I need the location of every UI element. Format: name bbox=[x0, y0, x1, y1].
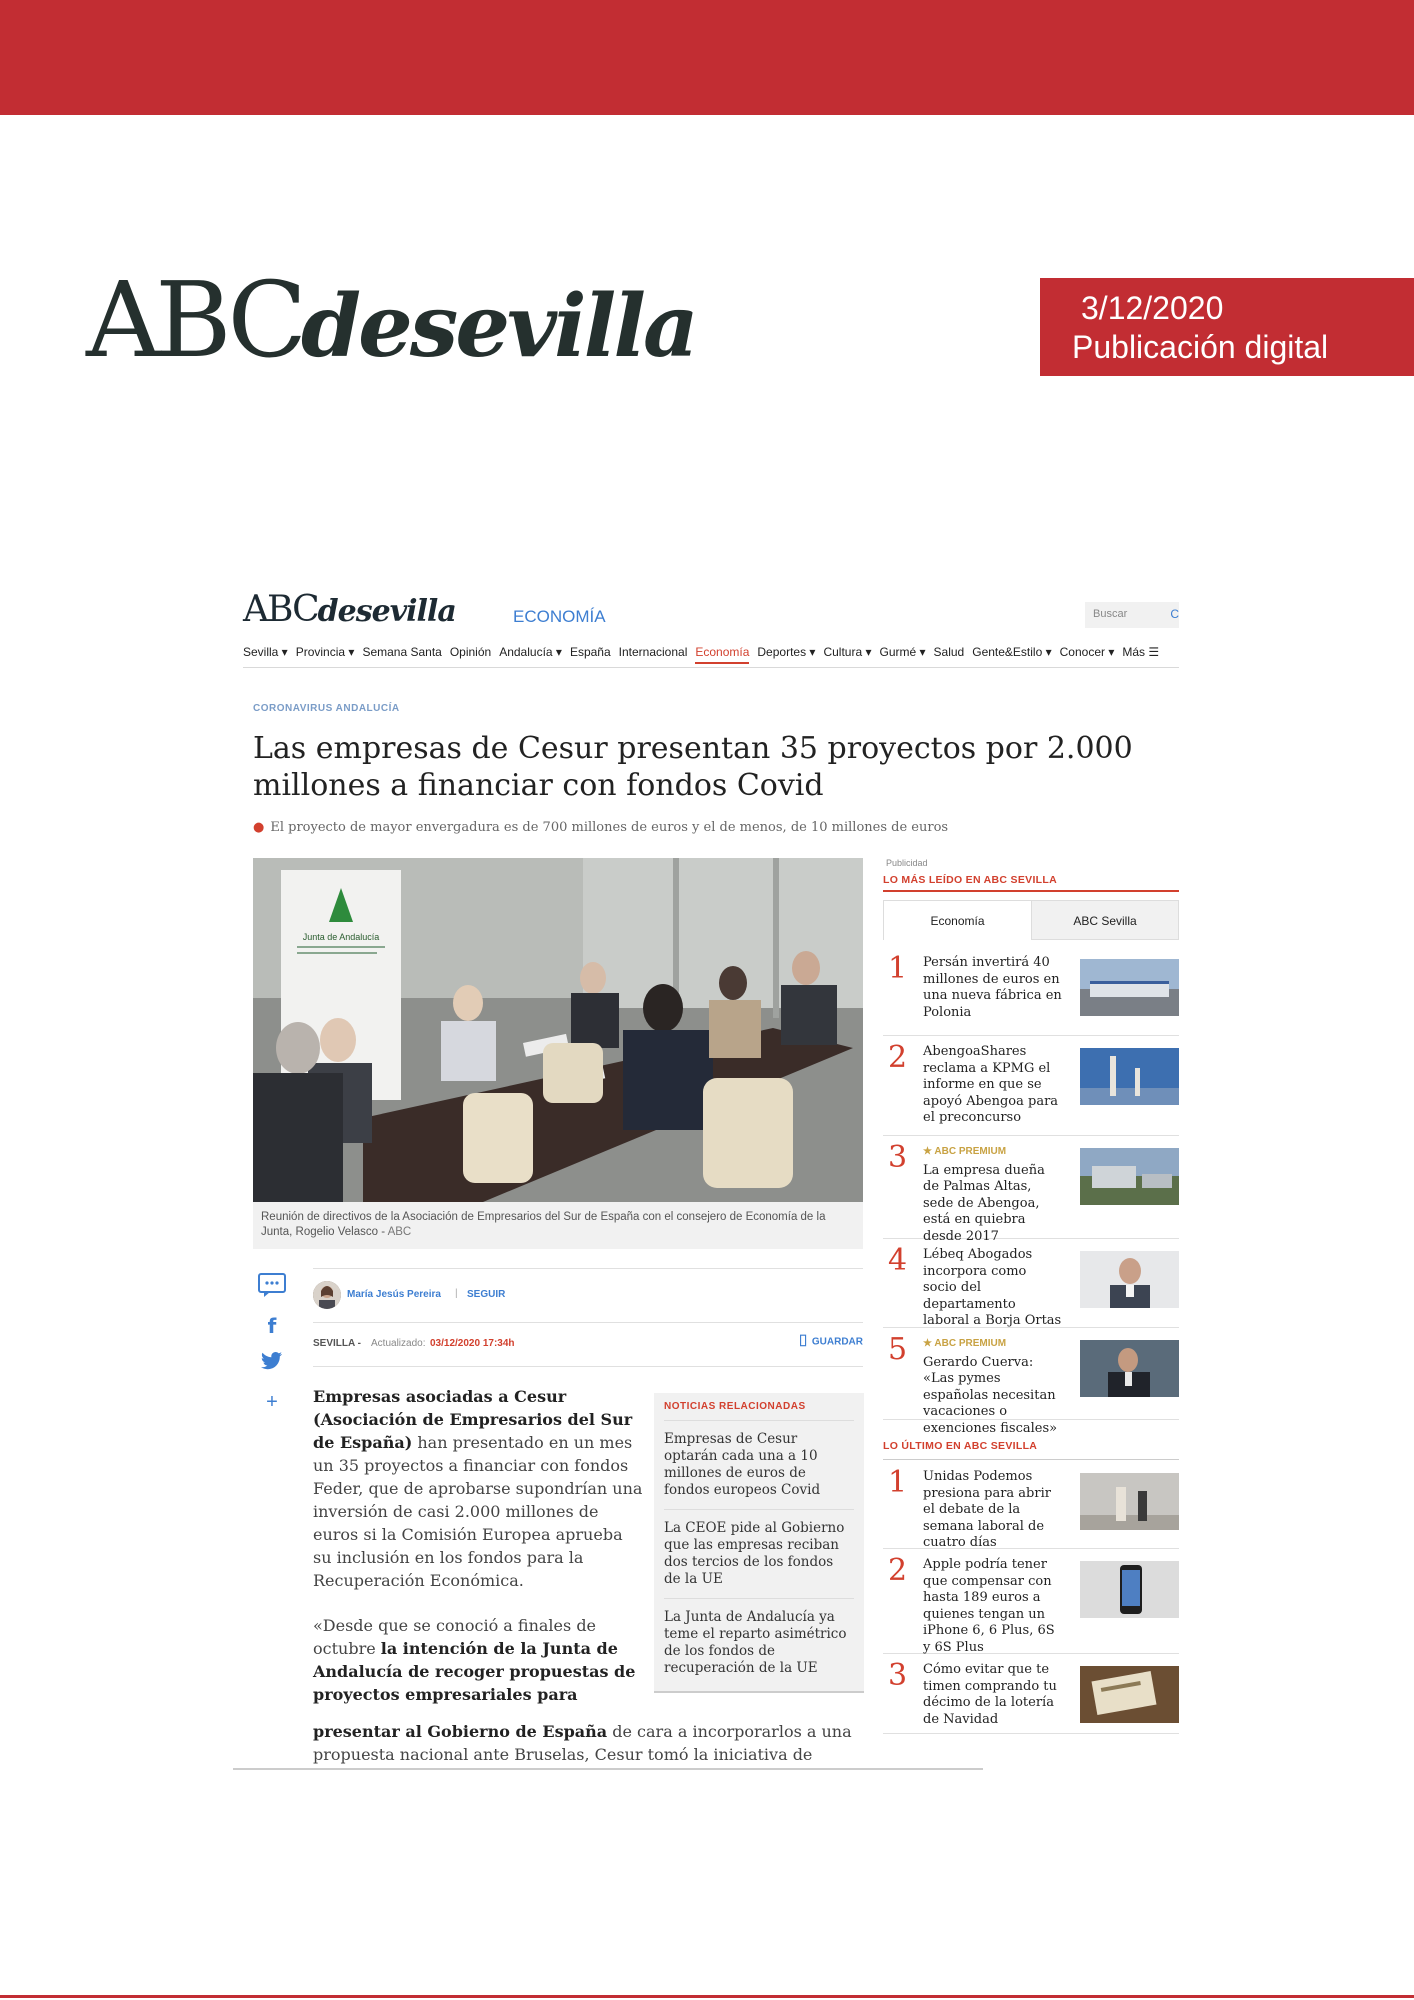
twitter-icon-svg bbox=[261, 1352, 283, 1370]
section-label[interactable]: ECONOMÍA bbox=[513, 607, 606, 626]
facebook-icon[interactable]: f bbox=[267, 1314, 277, 1338]
nav-item[interactable]: Conocer ▾ bbox=[1059, 645, 1115, 659]
list-item-text: Persán invertirá 40 millones de euros en una nueva fábrica en Polonia bbox=[923, 955, 1062, 1020]
publication-date: 3/12/2020 bbox=[1081, 290, 1224, 326]
nav-item[interactable]: Semana Santa bbox=[362, 645, 442, 659]
body-p1-rest: han presentado en un mes un 35 proyectos a financiar con fondos Feder, que de aprobarse supondrían una inversión de casi 2.000 millones de euros si la Comisión Europea aprueba su inclusión en los fondos para la Recuperación Económica. bbox=[313, 1433, 643, 1590]
list-item-title[interactable] bbox=[923, 1662, 1063, 1728]
rank-number: 2 bbox=[888, 1040, 908, 1075]
site-logo-desevilla: desevilla bbox=[317, 594, 456, 629]
meeting-photo-illustration bbox=[253, 858, 863, 1202]
tab-abc-sevilla[interactable]: ABC Sevilla bbox=[1031, 900, 1179, 940]
list-item-thumbnail[interactable] bbox=[1080, 1561, 1179, 1618]
list-item-text: Unidas Podemos presiona para abrir el debate de la semana laboral de cuatro días bbox=[923, 1469, 1051, 1550]
related-item[interactable]: La CEOE pide al Gobierno que las empresas reciban dos tercios de los fondos de la UE bbox=[664, 1510, 854, 1599]
nav-item[interactable]: Provincia ▾ bbox=[295, 645, 355, 659]
twitter-icon[interactable] bbox=[257, 1349, 287, 1379]
rank-number: 2 bbox=[888, 1553, 908, 1588]
article-subhead-text: El proyecto de mayor envergadura es de 700 millones de euros y el de menos, de 10 millones de euros bbox=[270, 820, 949, 835]
body-paragraph-3 bbox=[313, 1720, 873, 1766]
nav-item[interactable]: Gurmé ▾ bbox=[879, 645, 926, 659]
related-news bbox=[654, 1393, 864, 1693]
list-item-thumbnail[interactable] bbox=[1080, 1251, 1179, 1308]
brand-logo-abc: ABC bbox=[86, 259, 302, 381]
premium-badge: ★ ABC PREMIUM bbox=[923, 1146, 1007, 1157]
most-read-list bbox=[883, 947, 1179, 1436]
search-input[interactable] bbox=[1085, 602, 1179, 628]
publication-type: Publicación digital bbox=[1072, 329, 1329, 365]
author-name[interactable]: María Jesús Pereira bbox=[347, 1289, 441, 1300]
list-item-thumbnail[interactable] bbox=[1080, 1473, 1179, 1530]
list-item[interactable] bbox=[883, 1654, 1179, 1734]
latest-rule bbox=[883, 1459, 1179, 1460]
photo-caption-text: Reunión de directivos de la Asociación de Empresarios del Sur de España con el consejero de Economía de la Junta, Rogelio Velasco - bbox=[261, 1211, 826, 1238]
body-p2-start: «Desde que se conoció a finales de octubre bbox=[313, 1616, 597, 1658]
dateline-location: SEVILLA - bbox=[313, 1338, 361, 1349]
list-item-title[interactable] bbox=[923, 1557, 1063, 1656]
body-p3-rest: de cara a incorporarlos a una propuesta nacional ante Bruselas, Cesur tomó la iniciativa de bbox=[313, 1722, 852, 1764]
site-logo[interactable] bbox=[243, 589, 456, 630]
list-item-thumbnail[interactable] bbox=[1080, 959, 1179, 1016]
list-item[interactable] bbox=[883, 1461, 1179, 1549]
ad-label: Publicidad bbox=[886, 858, 928, 868]
list-item-title[interactable] bbox=[923, 955, 1063, 1021]
nav-item[interactable]: Gente&Estilo ▾ bbox=[972, 645, 1052, 659]
list-item-thumbnail[interactable] bbox=[1080, 1340, 1179, 1397]
brand-logo bbox=[86, 259, 696, 381]
rank-number: 1 bbox=[888, 951, 908, 986]
main-nav bbox=[243, 642, 1179, 668]
nav-item[interactable]: Salud bbox=[933, 645, 965, 659]
author-avatar[interactable] bbox=[313, 1281, 341, 1309]
most-read-rule bbox=[883, 890, 1179, 892]
save-label: GUARDAR bbox=[811, 1336, 863, 1348]
save-button[interactable] bbox=[798, 1332, 863, 1353]
list-item-text: AbengoaShares reclama a KPMG el informe en que se apoyó Abengoa para el preconcurso bbox=[923, 1044, 1059, 1125]
list-item[interactable] bbox=[883, 947, 1179, 1036]
rank-number: 3 bbox=[888, 1658, 908, 1693]
most-read-tabs bbox=[883, 900, 1179, 940]
comments-icon[interactable] bbox=[257, 1273, 287, 1303]
bookmark-icon: ⌷ bbox=[798, 1333, 808, 1350]
dateline bbox=[313, 1323, 863, 1367]
list-item[interactable] bbox=[883, 1239, 1179, 1328]
list-item-thumbnail[interactable] bbox=[1080, 1148, 1179, 1205]
article-kicker[interactable]: CORONAVIRUS ANDALUCÍA bbox=[253, 703, 400, 714]
body-p2-bold: la intención de la Junta de Andalucía de recoger propuestas de proyectos empresariales para bbox=[313, 1639, 636, 1704]
rank-number: 5 bbox=[888, 1332, 908, 1367]
list-item[interactable] bbox=[883, 1036, 1179, 1136]
byline bbox=[313, 1268, 863, 1323]
body-p1-bold: Empresas asociadas a Cesur (Asociación de Empresarios del Sur de España) bbox=[313, 1387, 633, 1452]
list-item-thumbnail[interactable] bbox=[1080, 1666, 1179, 1723]
photo-caption bbox=[253, 1202, 863, 1249]
share-tools bbox=[257, 1273, 293, 1425]
most-read-heading: LO MÁS LEÍDO EN ABC SEVILLA bbox=[883, 874, 1057, 886]
list-item-title[interactable] bbox=[923, 1144, 1063, 1245]
search-icon[interactable]: C bbox=[1170, 607, 1179, 621]
brand-logo-desevilla: desevilla bbox=[301, 276, 696, 377]
body-paragraph-1 bbox=[313, 1385, 643, 1592]
nav-item[interactable]: Opinión bbox=[449, 645, 492, 659]
list-item-text: Lébeq Abogados incorpora como socio del departamento laboral a Borja Ortas bbox=[923, 1247, 1062, 1328]
byline-separator: | bbox=[455, 1288, 458, 1299]
screenshot-bottom-line bbox=[233, 1768, 983, 1770]
nav-item[interactable]: Economía bbox=[695, 642, 749, 664]
nav-item[interactable]: Deportes ▾ bbox=[757, 645, 816, 659]
article-subhead bbox=[253, 820, 948, 835]
follow-button[interactable]: SEGUIR bbox=[467, 1289, 506, 1300]
article-screenshot bbox=[233, 585, 1179, 1771]
list-item[interactable] bbox=[883, 1549, 1179, 1654]
list-item-text: La empresa dueña de Palmas Altas, sede de Abengoa, está en quiebra desde 2017 bbox=[923, 1162, 1045, 1244]
list-item[interactable] bbox=[883, 1328, 1179, 1436]
nav-item[interactable]: Andalucía ▾ bbox=[499, 645, 562, 659]
list-item-text: Cómo evitar que te timen comprando tu décimo de la lotería de Navidad bbox=[923, 1662, 1057, 1727]
premium-badge: ★ ABC PREMIUM bbox=[923, 1338, 1007, 1349]
comments-icon-svg bbox=[258, 1273, 286, 1297]
rank-number: 4 bbox=[888, 1243, 908, 1278]
nav-item[interactable]: Más ☰ bbox=[1122, 645, 1160, 659]
nav-item[interactable]: Cultura ▾ bbox=[823, 645, 872, 659]
body-paragraph-2 bbox=[313, 1614, 643, 1706]
bottom-red-line bbox=[0, 1995, 1414, 1998]
latest-list bbox=[883, 1461, 1179, 1734]
nav-item[interactable]: España bbox=[569, 645, 611, 659]
nav-item[interactable]: Sevilla ▾ bbox=[243, 645, 288, 659]
list-item-title[interactable] bbox=[923, 1469, 1063, 1552]
photo-credit: ABC bbox=[387, 1226, 412, 1238]
dateline-time: 03/12/2020 17:34h bbox=[430, 1338, 515, 1349]
list-item-text: Apple podría tener que compensar con hasta 189 euros a quienes tengan un iPhone 6, 6 Plus, 6S y 6S Plus bbox=[923, 1557, 1055, 1655]
search-placeholder: Buscar bbox=[1093, 608, 1128, 620]
related-item[interactable]: Empresas de Cesur optarán cada una a 10 millones de euros de fondos europeos Covid bbox=[664, 1421, 854, 1510]
avatar-illustration bbox=[313, 1281, 341, 1309]
photo-banner-text: Junta de Andalucía bbox=[302, 932, 380, 942]
related-heading: NOTICIAS RELACIONADAS bbox=[664, 1401, 854, 1421]
latest-heading: LO ÚLTIMO EN ABC SEVILLA bbox=[883, 1440, 1038, 1452]
site-logo-abc: ABC bbox=[243, 589, 318, 630]
dateline-updated-label: Actualizado: bbox=[371, 1338, 426, 1349]
list-item-title[interactable] bbox=[923, 1336, 1063, 1437]
article-photo[interactable] bbox=[253, 858, 863, 1202]
nav-item[interactable]: Internacional bbox=[618, 645, 688, 659]
list-item-text: Gerardo Cuerva: «Las pymes españolas necesitan vacaciones o exenciones fiscales» bbox=[923, 1354, 1058, 1436]
body-p3-bold: presentar al Gobierno de España bbox=[313, 1722, 608, 1741]
list-item[interactable] bbox=[883, 1136, 1179, 1244]
article-headline: Las empresas de Cesur presentan 35 proyectos por 2.000 millones a financiar con fondos Covid bbox=[253, 731, 1133, 803]
top-red-band bbox=[0, 0, 1414, 115]
more-share-icon[interactable]: + bbox=[266, 1391, 278, 1413]
list-item-title[interactable] bbox=[923, 1247, 1063, 1330]
rank-number: 3 bbox=[888, 1140, 908, 1175]
bullet-icon: ● bbox=[253, 820, 265, 835]
date-box bbox=[1040, 278, 1414, 376]
list-item-thumbnail[interactable] bbox=[1080, 1048, 1179, 1105]
tab-economia[interactable]: Economía bbox=[883, 900, 1031, 940]
rank-number: 1 bbox=[888, 1465, 908, 1500]
article-body bbox=[313, 1385, 643, 1706]
list-item-title[interactable] bbox=[923, 1044, 1063, 1127]
related-item[interactable]: La Junta de Andalucía ya teme el reparto asimétrico de los fondos de recuperación de la UE bbox=[664, 1609, 847, 1676]
